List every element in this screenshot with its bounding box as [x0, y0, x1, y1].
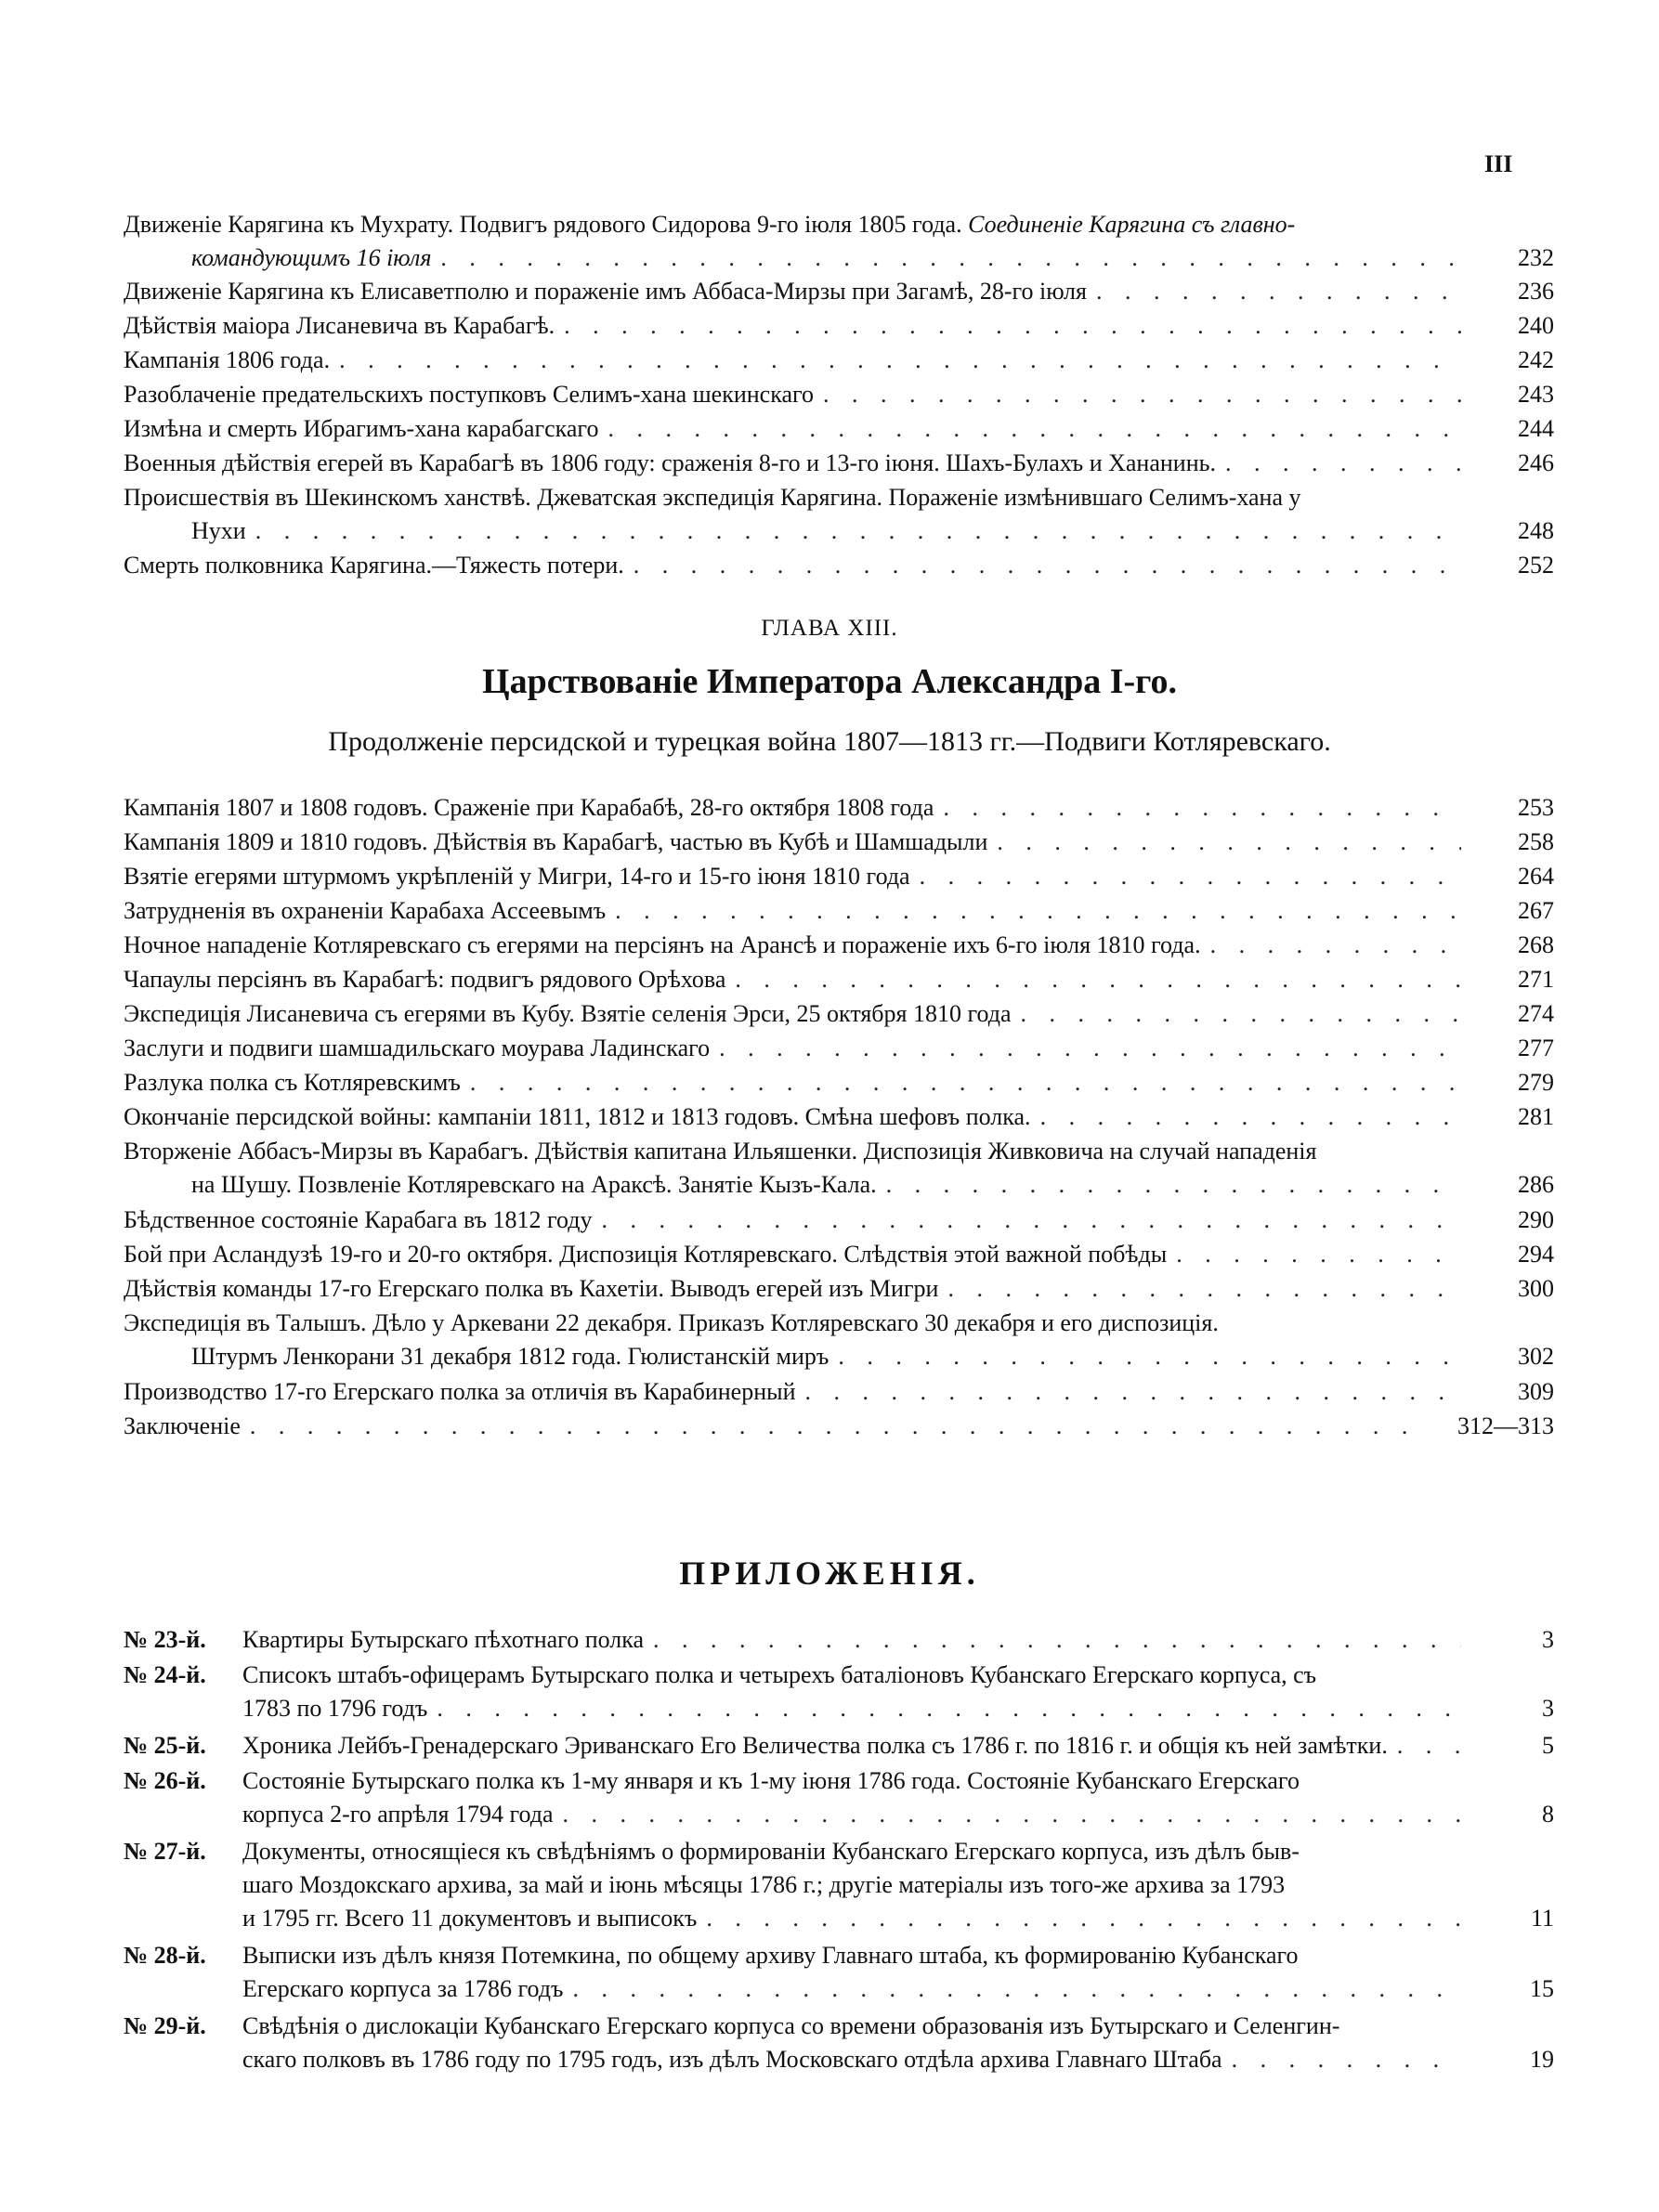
toc-entry-title: Затрудненія въ охраненіи Карабаха Ассеевымъ [124, 897, 607, 924]
page-number: III [1484, 150, 1513, 177]
toc-entry-title: Чапаулы персіянъ въ Карабагѣ: подвигъ рядового Орѣхова [124, 966, 726, 993]
toc-entry[interactable] [124, 208, 1554, 275]
appendix-item-title: Списокъ штабъ-офицерамъ Бутырскаго полка и четырехъ баталіоновъ Кубанскаго Егерскаго корпуса, съ [242, 1661, 1317, 1688]
toc-entry-title-italic: Соединеніе Карягина съ главно- [968, 211, 1296, 238]
appendix-item-title: Свѣдѣнія о дислокаціи Кубанскаго Егерскаго корпуса со времени образованія изъ Бутырскаго и Селенгин- [242, 2012, 1340, 2039]
toc-entry-page: 309 [1518, 1378, 1554, 1405]
appendix-item-page: 3 [1542, 1626, 1554, 1653]
appendix-item-page: 8 [1542, 1801, 1554, 1828]
toc-entry-page: 281 [1518, 1103, 1554, 1130]
toc-entry-page: 267 [1518, 897, 1554, 924]
toc-entry-title: командующимъ 16 іюля [191, 244, 432, 271]
appendix-item-page: 5 [1542, 1732, 1554, 1759]
toc-entry[interactable] [124, 481, 1554, 548]
appendix-item[interactable] [124, 1939, 1554, 2006]
toc-entry[interactable] [124, 378, 1554, 411]
toc-entry[interactable] [124, 929, 1554, 962]
toc-entry-title: Смерть полковника Карягина.—Тяжесть потери. [124, 552, 624, 579]
chapter-subtitle: Продолженіе персидской и турецкая война 1807—1813 гг.—Подвиги Котляревскаго. [328, 726, 1331, 757]
toc-entry-title: Бѣдственное состояніе Карабага въ 1812 году [124, 1206, 593, 1233]
toc-entry[interactable] [124, 894, 1554, 928]
toc-entry[interactable] [124, 1100, 1554, 1134]
appendix-item-title: Состояніе Бутырскаго полка къ 1-му января и къ 1-му іюня 1786 года. Состояніе Кубанскаго Егерскаго [242, 1767, 1300, 1794]
toc-entry-title: Разлука полка съ Котляревскимъ [124, 1069, 461, 1096]
appendix-item-title: скаго полковъ въ 1786 году по 1795 годъ, изъ дѣлъ Московскаго отдѣла архива Главнаго Штаба [242, 2046, 1222, 2073]
toc-entry[interactable] [124, 412, 1554, 446]
appendix-item-title: и 1795 гг. Всего 11 документовъ и выписокъ [242, 1905, 698, 1932]
appendix-item-title: корпуса 2-го апрѣля 1794 года [242, 1801, 554, 1828]
toc-entry-title: Вторженіе Аббасъ-Мирзы въ Карабагъ. Дѣйствія капитана Ильяшенки. Диспозиція Живковича на случай нападенія [124, 1138, 1317, 1165]
toc-entry[interactable] [124, 1307, 1554, 1373]
toc-entry[interactable] [124, 1272, 1554, 1306]
appendix-item-page: 11 [1530, 1905, 1554, 1932]
toc-entry-page: 300 [1518, 1275, 1554, 1302]
toc-entry[interactable] [124, 344, 1554, 377]
toc-entry-title: на Шушу. Позвленіе Котляревскаго на Араксѣ. Занятіе Кызъ-Кала. [191, 1171, 877, 1198]
toc-entry-title: Производство 17-го Егерскаго полка за отличія въ Карабинерный [124, 1378, 796, 1405]
toc-entry-page: 312—313 [1457, 1412, 1554, 1439]
toc-entry[interactable] [124, 791, 1554, 825]
appendix-item-number: № 24-й. [124, 1661, 206, 1688]
appendix-item-number: № 26-й. [124, 1767, 206, 1794]
toc-entry-title: Кампанія 1809 и 1810 годовъ. Дѣйствія въ Карабагѣ, частью въ Кубѣ и Шамшадыли [124, 828, 988, 855]
appendix-item-number: № 29-й. [124, 2012, 206, 2039]
toc-entry-page: 246 [1518, 449, 1554, 476]
toc-entry-page: 268 [1518, 931, 1554, 958]
toc-entry-page: 240 [1518, 312, 1554, 339]
appendix-item-number: № 28-й. [124, 1942, 206, 1969]
appendix-item-page: 3 [1542, 1695, 1554, 1722]
toc-entry-page: 264 [1518, 863, 1554, 890]
toc-entry[interactable] [124, 1375, 1554, 1409]
toc-entry-title: Экспедиція Лисаневича съ егерями въ Кубу. Взятіе селенія Эрси, 25 октября 1810 года [124, 1000, 1012, 1027]
appendix-item-title: Квартиры Бутырскаго пѣхотнаго полка [242, 1626, 645, 1653]
toc-entry[interactable] [124, 275, 1554, 308]
toc-entry-page: 294 [1518, 1241, 1554, 1268]
toc-entry-title: Заслуги и подвиги шамшадильскаго моурава Ладинскаго [124, 1034, 711, 1061]
toc-entry-page: 274 [1518, 1000, 1554, 1027]
toc-entry[interactable] [124, 1032, 1554, 1065]
toc-entry-page: 243 [1518, 381, 1554, 408]
toc-entry-page: 302 [1518, 1343, 1554, 1370]
toc-entry[interactable] [124, 963, 1554, 996]
appendix-item-number: № 27-й. [124, 1838, 206, 1865]
toc-entry[interactable] [124, 1204, 1554, 1237]
appendix-heading: ПРИЛОЖЕНІЯ. [679, 1555, 980, 1592]
toc-entry[interactable] [124, 1410, 1554, 1443]
toc-entry-title: Окончаніе персидской войны: кампаніи 1811, 1812 и 1813 годовъ. Смѣна шефовъ полка. [124, 1103, 1031, 1130]
toc-entry-page: 244 [1518, 415, 1554, 442]
appendix-item-title: шаго Моздокскаго архива, за май и іюнь мѣсяцы 1786 г.; другіе матеріалы изъ того-же архива за 1793 [242, 1871, 1286, 1898]
toc-entry[interactable] [124, 447, 1554, 480]
toc-entry-title: Нухи [191, 517, 246, 544]
appendix-item-page: 19 [1530, 2046, 1554, 2073]
toc-entry-title: Взятіе егерями штурмомъ укрѣпленій у Мигри, 14-го и 15-го іюня 1810 года [124, 863, 910, 890]
toc-entry-page: 253 [1518, 794, 1554, 821]
toc-entry-page: 252 [1518, 552, 1554, 579]
toc-entry-page: 290 [1518, 1206, 1554, 1233]
appendix-item-title: Егерскаго корпуса за 1786 годъ [242, 1975, 564, 2002]
toc-entry-page: 277 [1518, 1034, 1554, 1061]
toc-entry-title: Измѣна и смерть Ибрагимъ-хана карабагскаго [124, 415, 599, 442]
toc-entry-title: Кампанія 1807 и 1808 годовъ. Сраженіе при Карабабѣ, 28-го октября 1808 года [124, 794, 934, 821]
toc-entry-page: 286 [1518, 1171, 1554, 1198]
toc-entry-title: Движеніе Карягина къ Елисаветполю и пораженіе имъ Аббаса-Мирзы при Загамѣ, 28-го іюля [124, 278, 1087, 305]
toc-entry[interactable] [124, 309, 1554, 343]
toc-entry-title: Заключеніе [124, 1412, 241, 1439]
toc-entry-title: Дѣйствія маіора Лисаневича въ Карабагѣ. [124, 312, 555, 339]
appendix-item-title: Выписки изъ дѣлъ князя Потемкина, по общему архиву Главнаго штаба, къ формированію Кубанскаго [242, 1942, 1299, 1969]
toc-entry-page: 279 [1518, 1069, 1554, 1096]
appendix-item[interactable] [124, 2010, 1554, 2076]
chapter-title: Царствованіе Императора Александра I-го. [482, 662, 1177, 701]
toc-entry-title: Штурмъ Ленкорани 31 декабря 1812 года. Гюлистанскій миръ [191, 1343, 830, 1370]
appendix-item[interactable] [124, 1623, 1554, 1657]
toc-entry-title: Дѣйствія команды 17-го Егерскаго полка въ Кахетіи. Выводъ егерей изъ Мигри [124, 1275, 939, 1302]
appendix-item[interactable] [124, 1659, 1554, 1725]
toc-entry[interactable] [124, 826, 1554, 859]
toc-entry-page: 271 [1518, 966, 1554, 993]
toc-entry-title: Экспедиція въ Талышъ. Дѣло у Аркевани 22 декабря. Приказъ Котляревскаго 30 декабря и его диспозиція. [124, 1309, 1219, 1336]
chapter-label: ГЛАВА XIII. [761, 616, 898, 641]
appendix-item[interactable] [124, 1764, 1554, 1831]
toc-entry-page: 236 [1518, 278, 1554, 305]
toc-entry-page: 232 [1518, 244, 1554, 271]
toc-entry-title: Военныя дѣйствія егерей въ Карабагѣ въ 1806 году: сраженія 8-го и 13-го іюня. Шахъ-Булахъ и Хананинь. [124, 449, 1216, 476]
toc-entry-title: Кампанія 1806 года. [124, 346, 331, 373]
toc-entry-page: 258 [1518, 828, 1554, 855]
toc-entry-title: Ночное нападеніе Котляревскаго съ егерями на персіянъ на Арансѣ и пораженіе ихъ 6-го іюля 1810 года. [124, 931, 1201, 958]
toc-entry[interactable] [124, 1135, 1554, 1202]
toc-entry-title: Разоблаченіе предательскихъ поступковъ Селимъ-хана шекинскаго [124, 381, 815, 408]
toc-entry-title: Происшествія въ Шекинскомъ ханствѣ. Джеватская экспедиція Карягина. Пораженіе измѣнившаго Селимъ-хана у [124, 484, 1301, 511]
appendix-item-number: № 25-й. [124, 1732, 206, 1759]
toc-entry-page: 248 [1518, 517, 1554, 544]
toc-entry[interactable] [124, 997, 1554, 1031]
appendix-item[interactable] [124, 1729, 1554, 1763]
appendix-item-number: № 23-й. [124, 1626, 206, 1653]
toc-entry[interactable] [124, 1238, 1554, 1271]
toc-entry[interactable] [124, 1066, 1554, 1099]
toc-entry-title: Движеніе Карягина къ Мухрату. Подвигъ рядового Сидорова 9-го іюля 1805 года. [124, 211, 962, 238]
toc-entry-title: Бой при Асландузѣ 19-го и 20-го октября. Диспозиція Котляревскаго. Слѣдствія этой важной побѣды [124, 1241, 1168, 1268]
appendix-item-title: Хроника Лейбъ-Гренадерскаго Эриванскаго Его Величества полка съ 1786 г. по 1816 г. и общія къ ней замѣтки. [242, 1732, 1388, 1759]
appendix-item-title: 1783 по 1796 годъ [242, 1695, 428, 1722]
toc-entry[interactable] [124, 549, 1554, 582]
appendix-item[interactable] [124, 1835, 1554, 1935]
toc-entry[interactable] [124, 860, 1554, 893]
appendix-item-title: Документы, относящіеся къ свѣдѣніямъ о формированіи Кубанскаго Егерскаго корпуса, изъ дѣлъ быв- [242, 1838, 1300, 1865]
appendix-item-page: 15 [1530, 1975, 1554, 2002]
toc-entry-page: 242 [1518, 346, 1554, 373]
